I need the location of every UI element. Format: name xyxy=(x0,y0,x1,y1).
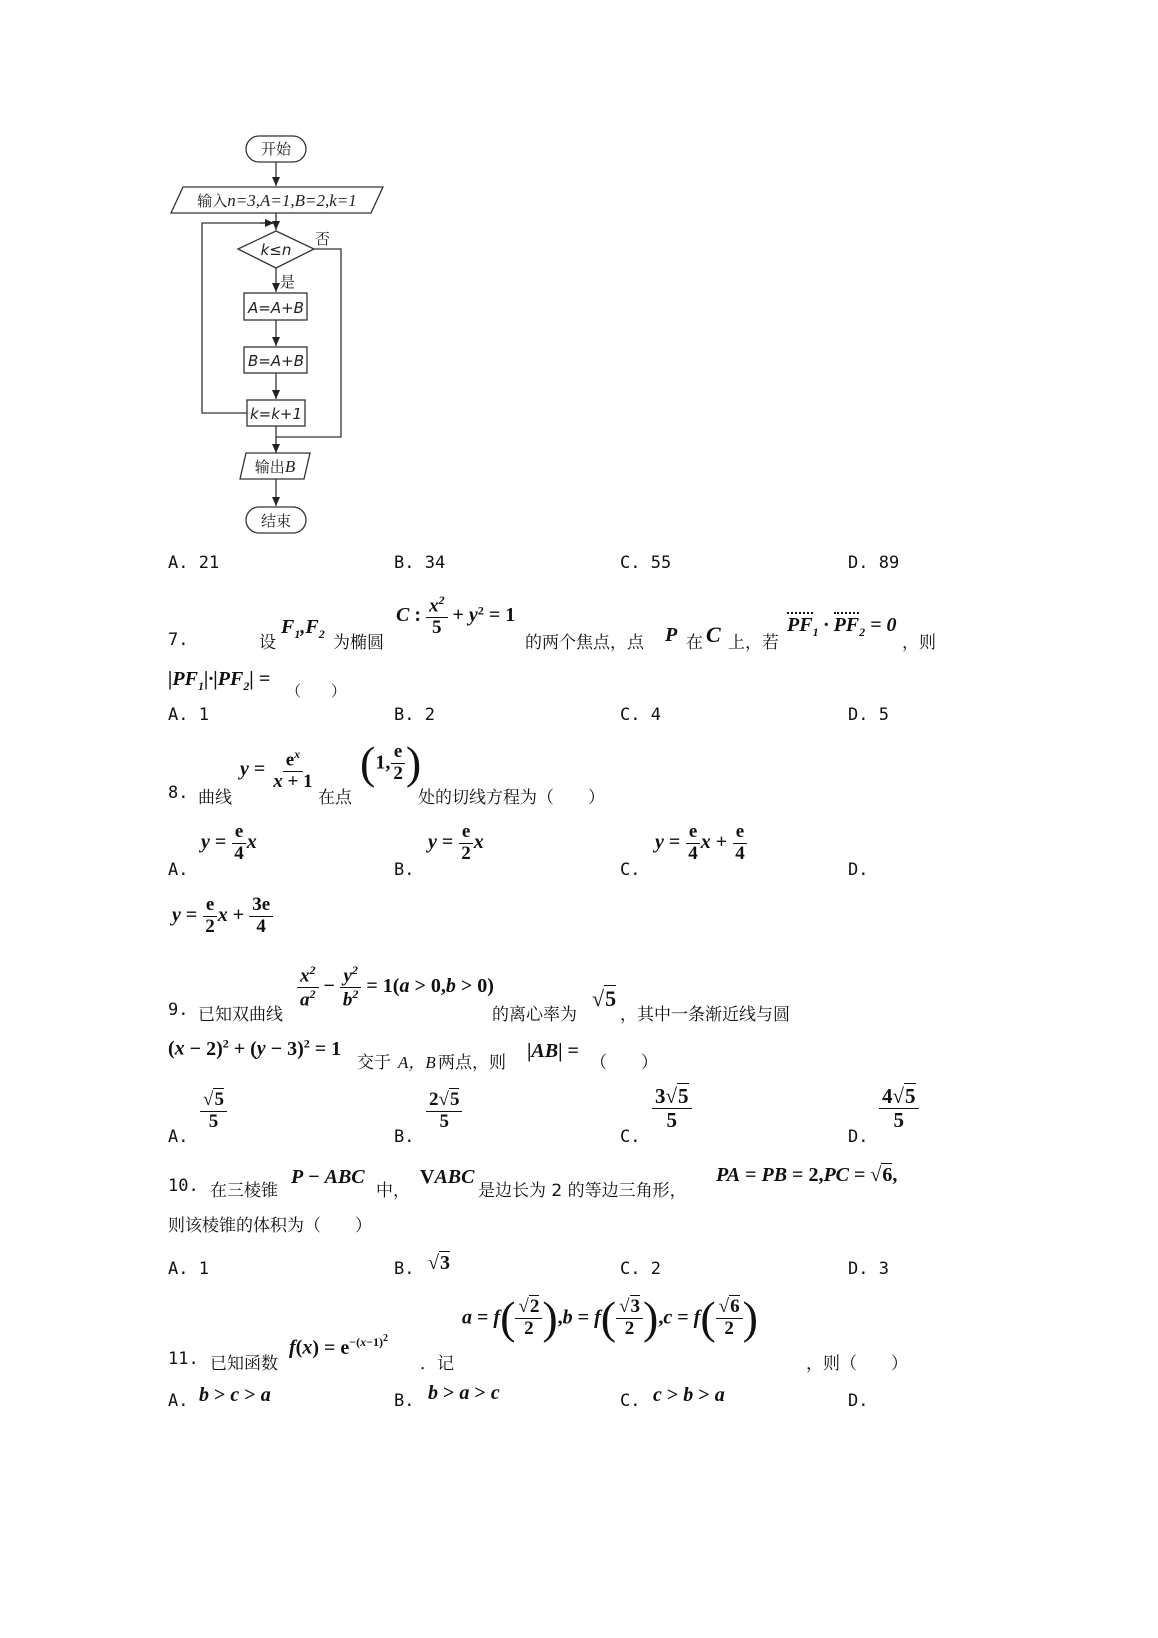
q7-math-ellipse: C : $\frac{x^2}{5}$ + $y^2 = 1$ xyxy=(396,593,516,639)
input-label: 输入n=3,A=1,B=2,k=1 xyxy=(197,191,357,210)
yes-label: 是 xyxy=(280,273,296,291)
q10-text-1: 在三棱锥 xyxy=(210,1181,278,1201)
q10-text-4: 则该棱锥的体积为（ ） xyxy=(168,1216,372,1236)
q7-math-p: P xyxy=(665,624,678,646)
no-label: 否 xyxy=(315,230,331,248)
q10-math-triangle: VABC xyxy=(420,1166,475,1188)
q8-option-b-letter[interactable]: B. xyxy=(394,860,415,880)
q10-math-pyramid: P − ABC xyxy=(291,1166,365,1188)
q9-text-5: 两点，则 xyxy=(438,1053,506,1073)
q11-option-b-letter[interactable]: B. xyxy=(394,1391,415,1411)
q11-text-3: ，则（ ） xyxy=(806,1354,908,1374)
q8-option-a-letter[interactable]: A. xyxy=(168,860,189,880)
step3-label: k=k+1 xyxy=(249,405,303,423)
q9-number: 9. xyxy=(168,1000,189,1020)
q8-option-c-letter[interactable]: C. xyxy=(620,860,641,880)
q7-math-foci: $F_1,F_2$ xyxy=(281,616,325,641)
q9-option-d-letter[interactable]: D. xyxy=(848,1127,869,1147)
q6-option-d[interactable]: D. 89 xyxy=(848,553,900,573)
q10-math-edges: PA = PB = 2,PC = √6, xyxy=(716,1164,898,1186)
q7-math-c: C xyxy=(706,622,721,647)
q8-math-curve: y = $\frac{e^x}{x + 1}$ xyxy=(240,747,313,793)
q9-math-circle: $(x - 2)^2 + (y - 3)^2 = 1$ xyxy=(168,1036,342,1060)
q8-option-d-letter[interactable]: D. xyxy=(848,860,869,880)
q10-text-2: 中， xyxy=(376,1181,410,1201)
condition-label: k≤n xyxy=(260,241,292,259)
q7-option-b[interactable]: B. 2 xyxy=(394,705,435,725)
q10-option-a[interactable]: A. 1 xyxy=(168,1259,209,1279)
flowchart xyxy=(150,125,410,545)
q6-option-a[interactable]: A. 21 xyxy=(168,553,220,573)
q9-option-b-letter[interactable]: B. xyxy=(394,1127,415,1147)
q8-number: 8. xyxy=(168,783,189,803)
q11-text-2: ．记 xyxy=(420,1354,454,1374)
q7-math-product: $|PF_1|\cdot|PF_2|$ = xyxy=(168,668,271,693)
q9-option-c-letter[interactable]: C. xyxy=(620,1127,641,1147)
q7-text-1: 设 xyxy=(259,633,276,653)
q8-option-c-formula[interactable]: y = $\frac{e}{4}$ x + $\frac{e}{4}$ xyxy=(655,822,748,865)
q7-text-3: 的两个焦点，点 xyxy=(525,633,644,653)
q8-math-point: (1, $\frac{e}{2}$ ) xyxy=(360,737,422,788)
end-label: 结束 xyxy=(260,512,292,530)
q8-text-1: 曲线 xyxy=(198,788,232,808)
q9-option-d-formula[interactable]: $\frac{4√5}{5}$ xyxy=(879,1085,919,1132)
q11-math-function: $f(x) = e^{-(x-1)^2}$ xyxy=(289,1333,388,1359)
q9-option-b-formula[interactable]: $\frac{2√5}{5}$ xyxy=(426,1090,462,1133)
q7-math-dot-product: $PF_1 \cdot PF_2 = 0$ xyxy=(787,614,897,639)
q10-option-b-formula[interactable]: √3 xyxy=(428,1252,450,1274)
q7-number: 7. xyxy=(168,630,189,650)
q8-text-2: 在点 xyxy=(318,788,352,808)
q7-option-c[interactable]: C. 4 xyxy=(620,705,661,725)
q11-option-b-formula[interactable]: b > a > c xyxy=(428,1382,500,1404)
q9-option-c-formula[interactable]: $\frac{3√5}{5}$ xyxy=(652,1085,692,1132)
q10-option-c[interactable]: C. 2 xyxy=(620,1259,661,1279)
q11-text-1: 已知函数 xyxy=(210,1354,278,1374)
q11-math-abc: a = f( $\frac{√2}{2}$ ),b = f( $\frac{√3}{2}$ ),c = f( $\frac{√6}{2}$ ) xyxy=(462,1292,758,1343)
q9-math-eccentricity: √5 xyxy=(592,986,617,1011)
output-label: 输出B xyxy=(254,457,296,476)
q9-text-3: ，其中一条渐近线与圆 xyxy=(620,1005,790,1025)
q9-option-a-formula[interactable]: $\frac{√5}{5}$ xyxy=(200,1090,227,1133)
q7-text-6: ，则 xyxy=(902,633,936,653)
q10-text-3: 是边长为 2 的等边三角形， xyxy=(478,1181,687,1201)
q11-option-c-letter[interactable]: C. xyxy=(620,1391,641,1411)
q7-text-2: 为椭圆 xyxy=(333,633,384,653)
q11-option-a-formula[interactable]: b > c > a xyxy=(199,1384,271,1406)
q8-option-d-formula[interactable]: y = $\frac{e}{2}$ x + $\frac{3e}{4}$ xyxy=(172,895,273,938)
start-label: 开始 xyxy=(260,140,292,158)
q11-option-c-formula[interactable]: c > b > a xyxy=(653,1384,725,1406)
q9-math-hyperbola: $\frac{x^2}{a^2}$ − $\frac{y^2}{b^2}$ = 1(a > 0,b > 0) xyxy=(297,964,494,1011)
q8-option-a-formula[interactable]: y = $\frac{e}{4}$ x xyxy=(201,821,257,864)
q9-points-ab: A，B xyxy=(398,1053,436,1072)
q9-text-6: （ ） xyxy=(590,1053,658,1073)
q8-option-b-formula[interactable]: y = $\frac{e}{2}$ x xyxy=(428,821,484,864)
q7-option-d[interactable]: D. 5 xyxy=(848,705,889,725)
q9-text-2: 的离心率为 xyxy=(492,1005,577,1025)
q9-option-a-letter[interactable]: A. xyxy=(168,1127,189,1147)
q10-number: 10. xyxy=(168,1176,199,1196)
q11-option-d-letter[interactable]: D. xyxy=(848,1391,869,1411)
step2-label: B=A+B xyxy=(248,352,304,370)
q7-blank: （ ） xyxy=(286,682,347,700)
q6-option-c[interactable]: C. 55 xyxy=(620,553,672,573)
q7-option-a[interactable]: A. 1 xyxy=(168,705,209,725)
q7-text-5: 上，若 xyxy=(728,633,779,653)
q9-text-4: 交于 xyxy=(357,1053,391,1073)
q10-option-b[interactable]: B. xyxy=(394,1259,415,1279)
q9-text-1: 已知双曲线 xyxy=(198,1005,283,1025)
q7-text-4: 在 xyxy=(686,633,703,653)
q11-number: 11. xyxy=(168,1349,199,1369)
q6-option-b[interactable]: B. 34 xyxy=(394,553,446,573)
q8-text-3: 处的切线方程为（ ） xyxy=(418,788,605,808)
q10-option-d[interactable]: D. 3 xyxy=(848,1259,889,1279)
q9-math-ab: |AB| = xyxy=(527,1040,579,1062)
q11-option-a-letter[interactable]: A. xyxy=(168,1391,189,1411)
step1-label: A=A+B xyxy=(248,299,304,317)
